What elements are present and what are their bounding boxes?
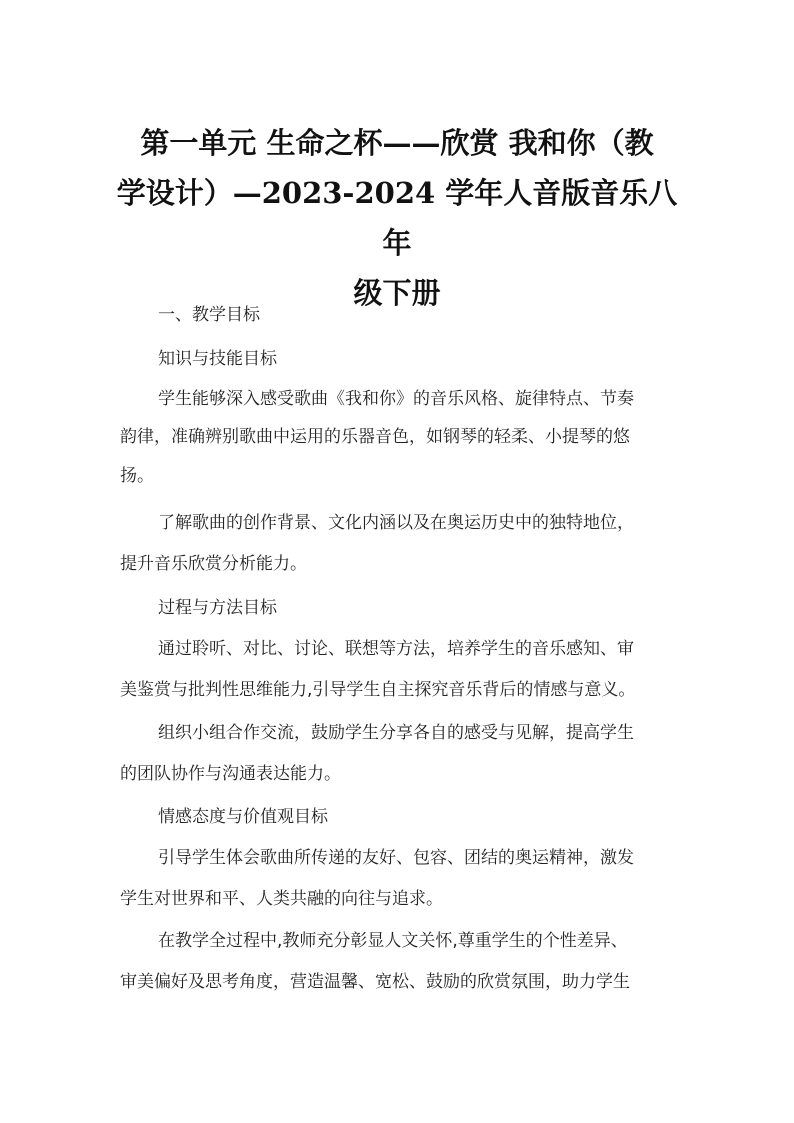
text-line: 学生能够深入感受歌曲《我和你》的音乐风格、旋律特点、节奏 — [158, 389, 634, 409]
text-line: 在教学全过程中,教师充分彰显人文关怀,尊重学生的个性差异、 — [158, 931, 628, 951]
subheading-process-method: 过程与方法目标 — [158, 598, 277, 618]
title-line: 级下册 — [353, 276, 441, 310]
text-line: 审美偏好及思考角度，营造温馨、宽松、鼓励的欣赏氛围，助力学生 — [120, 972, 630, 992]
title-line: 第一单元 生命之杯——欣赏 我和你（教 — [140, 126, 654, 160]
text-line: 引导学生体会歌曲所传递的友好、包容、团结的奥运精神，激发 — [158, 848, 634, 868]
text-line: 了解歌曲的创作背景、文化内涵以及在奥运历史中的独特地位， — [158, 513, 634, 533]
document-title — [110, 118, 684, 318]
text-line: 提升音乐欣赏分析能力。 — [120, 554, 307, 574]
subheading-emotion-values: 情感态度与价值观目标 — [158, 807, 328, 827]
title-line: 学设计）—2023-2024 学年人音版音乐八年 — [116, 176, 678, 260]
text-line: 韵律，准确辨别歌曲中运用的乐器音色，如钢琴的轻柔、小提琴的悠 — [120, 427, 630, 447]
text-line: 学生对世界和平、人类共融的向往与追求。 — [120, 889, 443, 909]
text-line: 组织小组合作交流，鼓励学生分享各自的感受与见解，提高学生 — [158, 723, 634, 743]
text-line: 美鉴赏与批判性思维能力,引导学生自主探究音乐背后的情感与意义。 — [120, 680, 636, 700]
subheading-knowledge-skills: 知识与技能目标 — [158, 349, 277, 369]
text-line: 通过聆听、对比、讨论、联想等方法，培养学生的音乐感知、审 — [158, 639, 634, 659]
text-line: 的团队协作与沟通表达能力。 — [120, 764, 341, 784]
text-line: 扬。 — [120, 466, 154, 486]
section-heading-objectives: 一、教学目标 — [158, 305, 260, 325]
